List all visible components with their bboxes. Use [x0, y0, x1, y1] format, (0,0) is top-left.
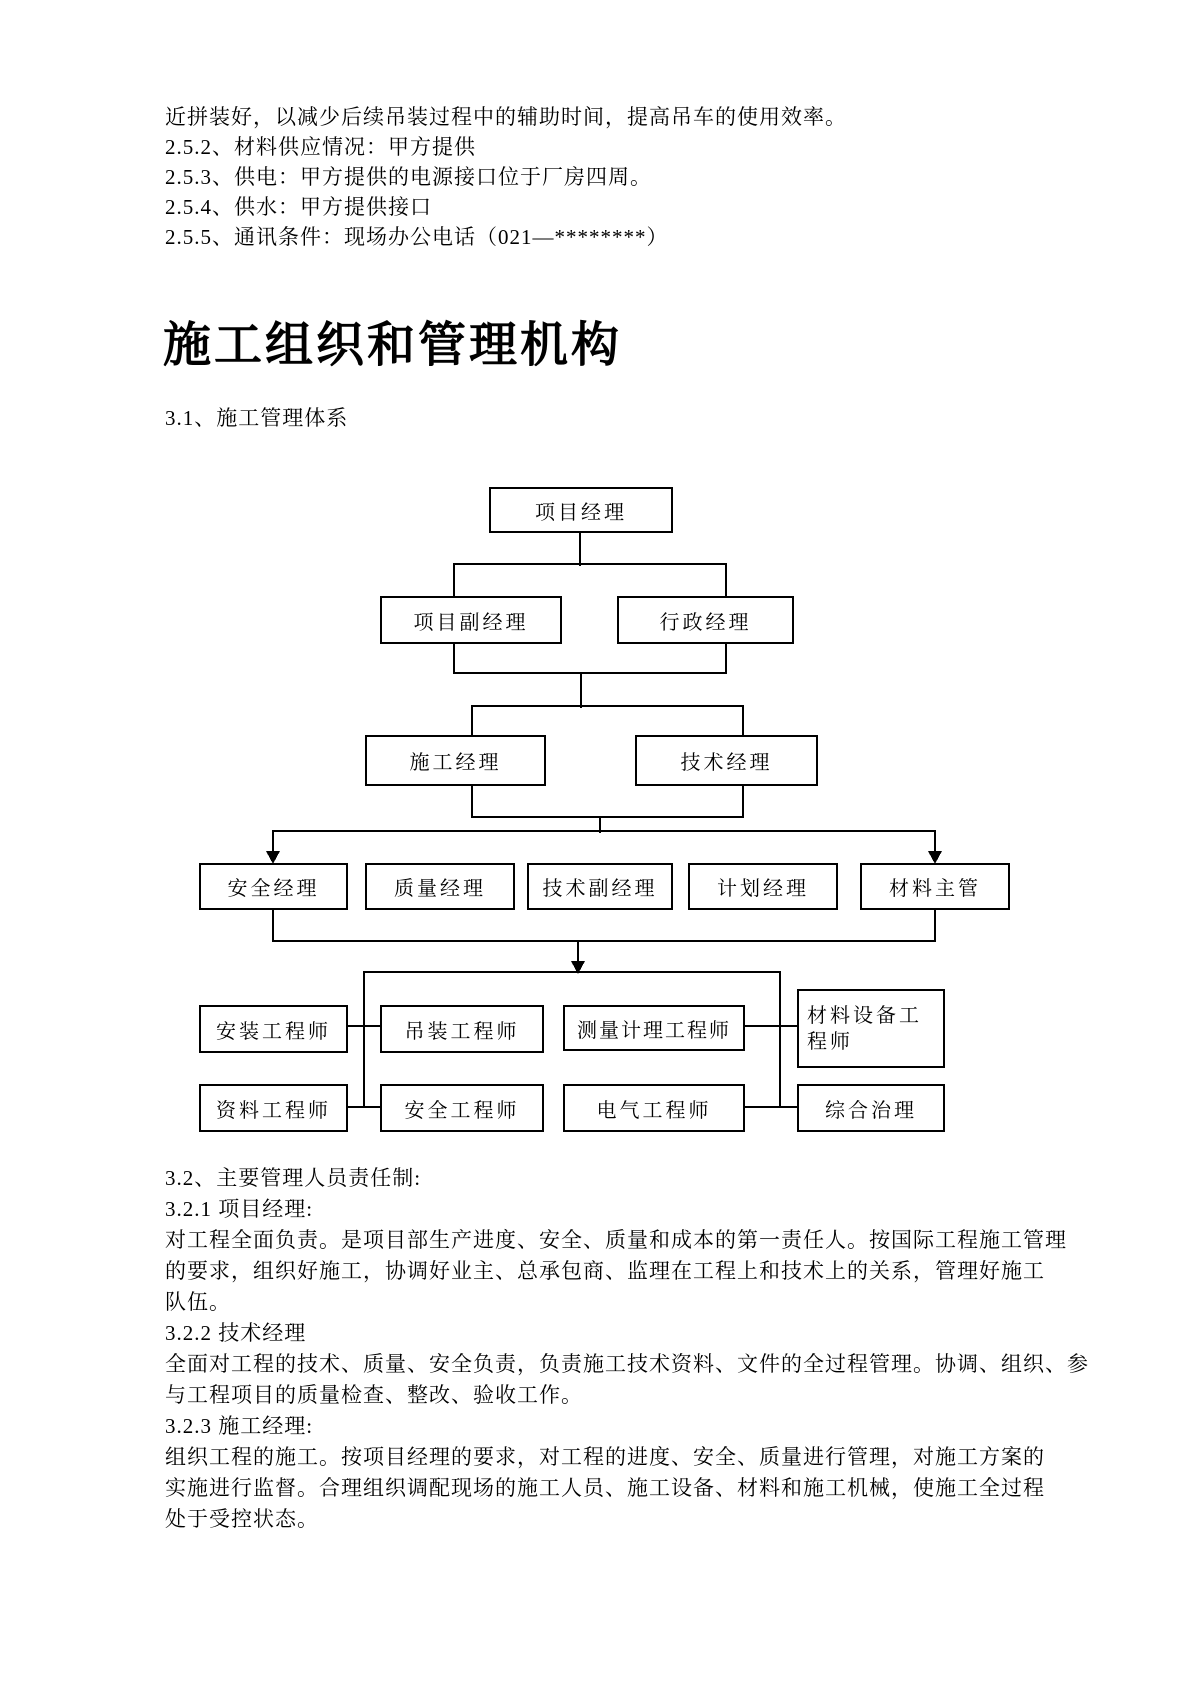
body-line: 3.2.1 项目经理:	[165, 1197, 314, 1221]
body-line: 3.2.3 施工经理:	[165, 1414, 314, 1438]
intro-line: 2.5.3、供电：甲方提供的电源接口位于厂房四周。	[165, 165, 652, 189]
org-node-project-manager: 项目经理	[489, 487, 673, 533]
org-node-planning-manager: 计划经理	[688, 863, 838, 910]
body-line: 全面对工程的技术、质量、安全负责，负责施工技术资料、文件的全过程管理。协调、组织、参	[165, 1352, 1089, 1376]
org-node-technical-manager: 技术经理	[635, 735, 818, 786]
body-line: 的要求，组织好施工，协调好业主、总承包商、监理在工程上和技术上的关系，管理好施工	[165, 1259, 1045, 1283]
org-node-installation-engineer: 安装工程师	[199, 1005, 348, 1053]
org-node-hoisting-engineer: 吊装工程师	[380, 1005, 544, 1053]
org-node-safety-manager: 安全经理	[199, 863, 348, 910]
body-line: 3.2.2 技术经理	[165, 1321, 307, 1345]
body-line: 3.2、主要管理人员责任制:	[165, 1166, 422, 1190]
org-node-document-engineer: 资料工程师	[199, 1084, 348, 1132]
section-3-1-heading: 3.1、施工管理体系	[165, 406, 349, 430]
intro-line: 近拼装好，以减少后续吊装过程中的辅助时间，提高吊车的使用效率。	[165, 105, 847, 129]
body-line: 对工程全面负责。是项目部生产进度、安全、质量和成本的第一责任人。按国际工程施工管理	[165, 1228, 1067, 1252]
org-node-safety-engineer: 安全工程师	[380, 1084, 544, 1132]
org-node-material-equipment-engineer: 材料设备工程师	[797, 989, 945, 1068]
org-node-comprehensive-management: 综合治理	[797, 1084, 945, 1132]
section-3-2-paragraph	[165, 1163, 1089, 1535]
intro-line: 2.5.2、材料供应情况：甲方提供	[165, 135, 476, 159]
body-line: 组织工程的施工。按项目经理的要求，对工程的进度、安全、质量进行管理，对施工方案的	[165, 1445, 1045, 1469]
intro-line: 2.5.5、通讯条件：现场办公电话（021—********）	[165, 225, 669, 249]
org-node-deputy-technical-manager: 技术副经理	[527, 863, 673, 910]
chapter-heading: 施工组织和管理机构	[163, 319, 623, 372]
org-node-admin-manager: 行政经理	[617, 596, 794, 644]
org-node-deputy-project-manager: 项目副经理	[380, 596, 562, 644]
org-node-material-supervisor: 材料主管	[860, 863, 1010, 910]
body-line: 处于受控状态。	[165, 1507, 319, 1531]
org-node-electrical-engineer: 电气工程师	[563, 1084, 745, 1132]
intro-line: 2.5.4、供水：甲方提供接口	[165, 195, 432, 219]
body-line: 实施进行监督。合理组织调配现场的施工人员、施工设备、材料和施工机械，使施工全过程	[165, 1476, 1045, 1500]
org-node-survey-metering-engineer: 测量计理工程师	[563, 1005, 745, 1051]
body-line: 队伍。	[165, 1290, 231, 1314]
org-node-construction-manager: 施工经理	[365, 735, 546, 786]
org-node-quality-manager: 质量经理	[365, 863, 515, 910]
body-line: 与工程项目的质量检查、整改、验收工作。	[165, 1383, 583, 1407]
